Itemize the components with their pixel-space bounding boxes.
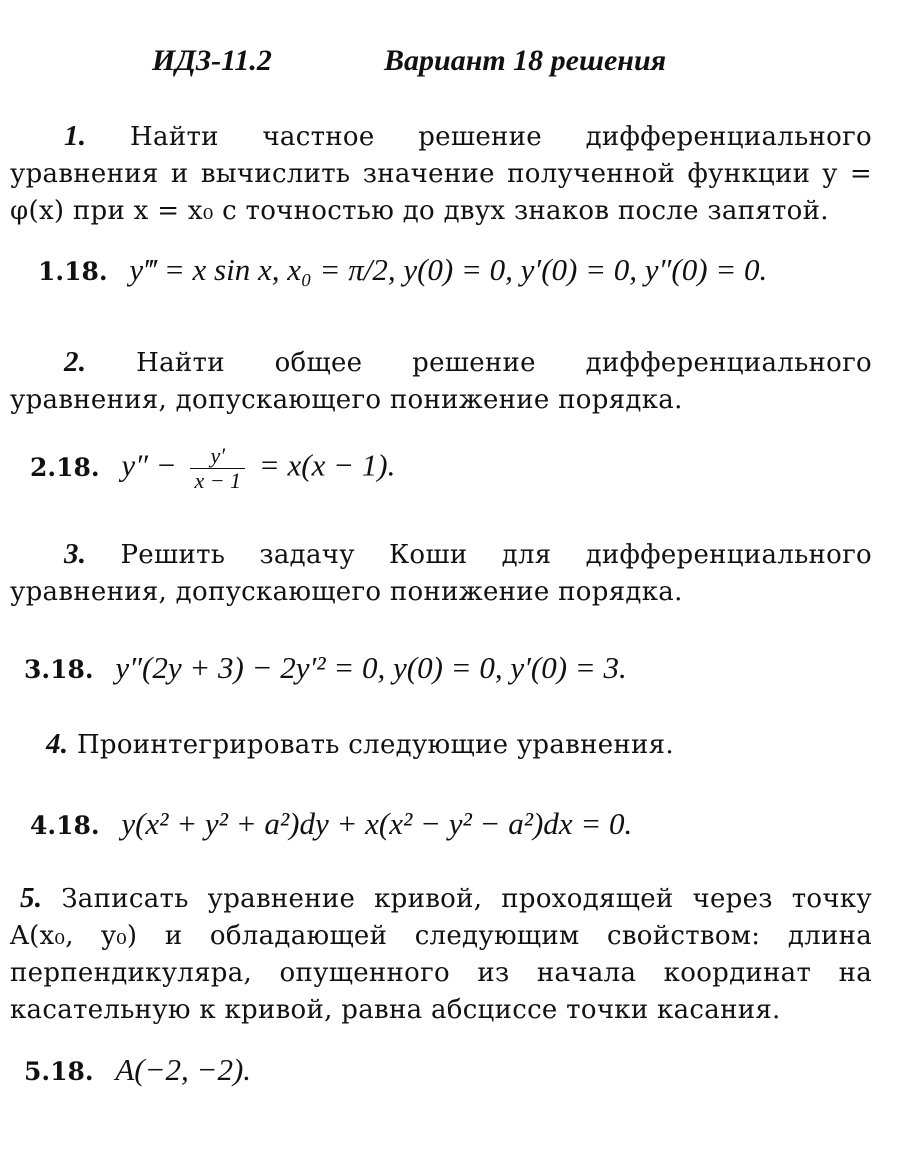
variant-title: Вариант 18 решения	[384, 44, 667, 77]
task-2-item-label: 2.18.	[30, 452, 100, 482]
task-2-equation-lhs: y″ −	[121, 447, 177, 483]
task-3-text: Решить задачу Коши для дифференциального уравнения, допускающего понижение порядка.	[10, 540, 872, 607]
task-5-number: 5.	[20, 882, 43, 914]
task-5-equation: A(−2, −2).	[115, 1052, 252, 1087]
task-2-fraction	[190, 444, 245, 493]
task-3-statement	[10, 536, 872, 611]
task-1-number: 1.	[64, 120, 87, 152]
task-1-equation: y‴ = x sin x, x₀ = π/2, y(0) = 0, y′(0) = 0, y″(0) = 0.	[129, 252, 768, 287]
task-4-item-label: 4.18.	[30, 811, 100, 840]
task-4-statement	[46, 726, 872, 764]
assignment-code: ИДЗ-11.2	[152, 44, 272, 77]
task-3-equation: y″(2y + 3) − 2y′² = 0, y(0) = 0, y′(0) = 3.	[115, 650, 627, 685]
task-5-equation-row	[24, 1050, 251, 1092]
task-2-fraction-denominator: x − 1	[190, 468, 245, 493]
task-2-text: Найти общее решение дифференциального уравнения, допускающего понижение порядка.	[10, 348, 872, 415]
task-4-equation: y(x² + y² + a²)dy + x(x² − y² − a²)dx = 0.	[121, 806, 633, 841]
task-1-text: Найти частное решение дифференциального уравнения и вычислить значение полученной функции y = φ(x) при x = x₀ с точностью до двух знаков после запятой.	[10, 122, 872, 226]
task-1-equation-row	[38, 250, 767, 292]
task-4-number: 4.	[46, 728, 69, 760]
task-5-item-label: 5.18.	[24, 1057, 94, 1086]
task-4-equation-row	[30, 804, 632, 846]
task-2-statement	[10, 344, 872, 419]
task-1-statement	[10, 118, 872, 230]
task-5-statement	[10, 880, 872, 1029]
task-3-number: 3.	[64, 538, 87, 570]
task-2-equation-rhs: = x(x − 1).	[258, 447, 396, 483]
task-5-text: Записать уравнение кривой, проходящей через точку A(x₀, y₀) и обладающей следующим свойством: длина перпендикуляра, опущенного из начала координат на касательную к кривой, равна абсциссе точки касания.	[10, 884, 872, 1025]
task-2-equation-row	[30, 444, 395, 493]
task-2-fraction-numerator: y′	[210, 443, 226, 468]
task-3-item-label: 3.18.	[24, 655, 94, 684]
task-2-number: 2.	[64, 346, 87, 378]
task-1-item-label: 1.18.	[38, 257, 108, 286]
task-4-text: Проинтегрировать следующие уравнения.	[76, 730, 674, 760]
task-3-equation-row	[24, 648, 627, 690]
